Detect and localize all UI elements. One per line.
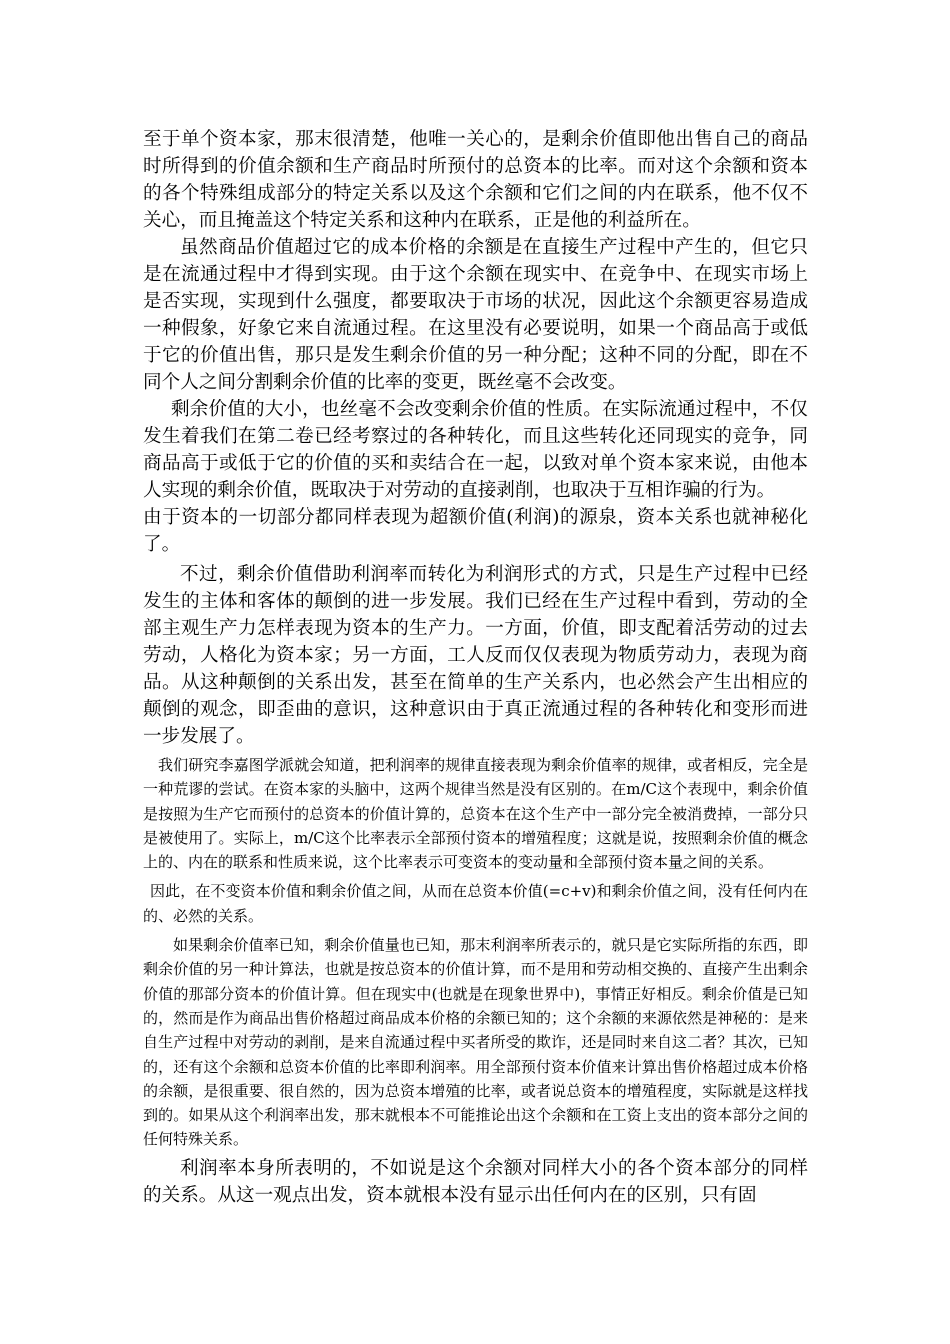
document-page [143, 126, 808, 1209]
paragraph-1: 至于单个资本家，那末很清楚，他唯一关心的，是剩余价值即他出售自己的商品时所得到的价值余额和生产商品时所预付的总资本的比率。而对这个余额和资本的各个特殊组成部分的特定关系以及这个余额和它们之间的内在联系，他不仅不关心，而且掩盖这个特定关系和这种内在联系，正是他的利益所在。 [143, 129, 808, 231]
paragraph-7: 因此，在不变资本价值和剩余价值之间，从而在总资本价值(=c+v)和剩余价值之间，没有任何内在的、必然的关系。 [143, 882, 808, 925]
paragraph-8: 如果剩余价值率已知，剩余价值量也已知，那末利润率所表示的，就只是它实际所指的东西，即剩余价值的另一种计算法，也就是按总资本的价值计算，而不是用和劳动相交换的、直接产生出剩余价值的那部分资本的价值计算。但在现实中(也就是在现象世界中)，事情正好相反。剩余价值是已知的，然而是作为商品出售价格超过商品成本价格的余额已知的；这个余额的来源依然是神秘的：是来自生产过程中对劳动的剥削，是来自流通过程中买者所受的欺诈，还是同时来自这二者？其次，已知的，还有这个余额和总资本价值的比率即利润率。用全部预付资本价值来计算出售价格超过成本价格的余额，是很重要、很自然的，因为总资本增殖的比率，或者说总资本的增殖程度，实际就是这样找到的。如果从这个利润率出发，那末就根本不可能推论出这个余额和在工资上支出的资本部分之间的任何特殊关系。 [143, 936, 808, 1149]
paragraph-2: 虽然商品价值超过它的成本价格的余额是在直接生产过程中产生的，但它只是在流通过程中才得到实现。由于这个余额在现实中、在竞争中、在现实市场上是否实现，实现到什么强度，都要取决于市场的状况，因此这个余额更容易造成一种假象，好象它来自流通过程。在这里没有必要说明，如果一个商品高于或低于它的价值出售，那只是发生剩余价值的另一种分配；这种不同的分配，即在不同个人之间分割剩余价值的比率的变更，既丝毫不会改变。 [143, 237, 808, 393]
paragraph-5: 不过，剩余价值借助利润率而转化为利润形式的方式，只是生产过程中已经发生的主体和客体的颠倒的进一步发展。我们已经在生产过程中看到，劳动的全部主观生产力怎样表现为资本的生产力。一方面，价值，即支配着活劳动的过去劳动，人格化为资本家；另一方面，工人反而仅仅表现为物质劳动力，表现为商品。从这种颠倒的关系出发，甚至在简单的生产关系内，也必然会产生出相应的颠倒的观念，即歪曲的意识，这种意识由于真正流通过程的各种转化和变形而进一步发展了。 [143, 564, 808, 747]
paragraph-6: 我们研究李嘉图学派就会知道，把利润率的规律直接表现为剩余价值率的规律，或者相反，完全是一种荒谬的尝试。在资本家的头脑中，这两个规律当然是没有区别的。在m/C这个表现中，剩余价值是按照为生产它而预付的总资本的价值计算的，总资本在这个生产中一部分完全被消费掉，一部分只是被使用了。实际上，m/C这个比率表示全部预付资本的增殖程度；这就是说，按照剩余价值的概念上的、内在的联系和性质来说，这个比率表示可变资本的变动量和全部预付资本量之间的关系。 [143, 756, 808, 872]
paragraph-4: 由于资本的一切部分都同样表现为超额价值(利润)的源泉，资本关系也就神秘化了。 [143, 507, 808, 555]
paragraph-3: 剩余价值的大小，也丝毫不会改变剩余价值的性质。在实际流通过程中，不仅发生着我们在第二卷已经考察过的各种转化，而且这些转化还同现实的竞争，同商品高于或低于它的价值的买和卖结合在一起，以致对单个资本家来说，由他本人实现的剩余价值，既取决于对劳动的直接剥削，也取决于互相诈骗的行为。 [143, 399, 808, 501]
paragraph-9: 利润率本身所表明的，不如说是这个余额对同样大小的各个资本部分的同样的关系。从这一观点出发，资本就根本没有显示出任何内在的区别，只有固 [143, 1157, 808, 1206]
